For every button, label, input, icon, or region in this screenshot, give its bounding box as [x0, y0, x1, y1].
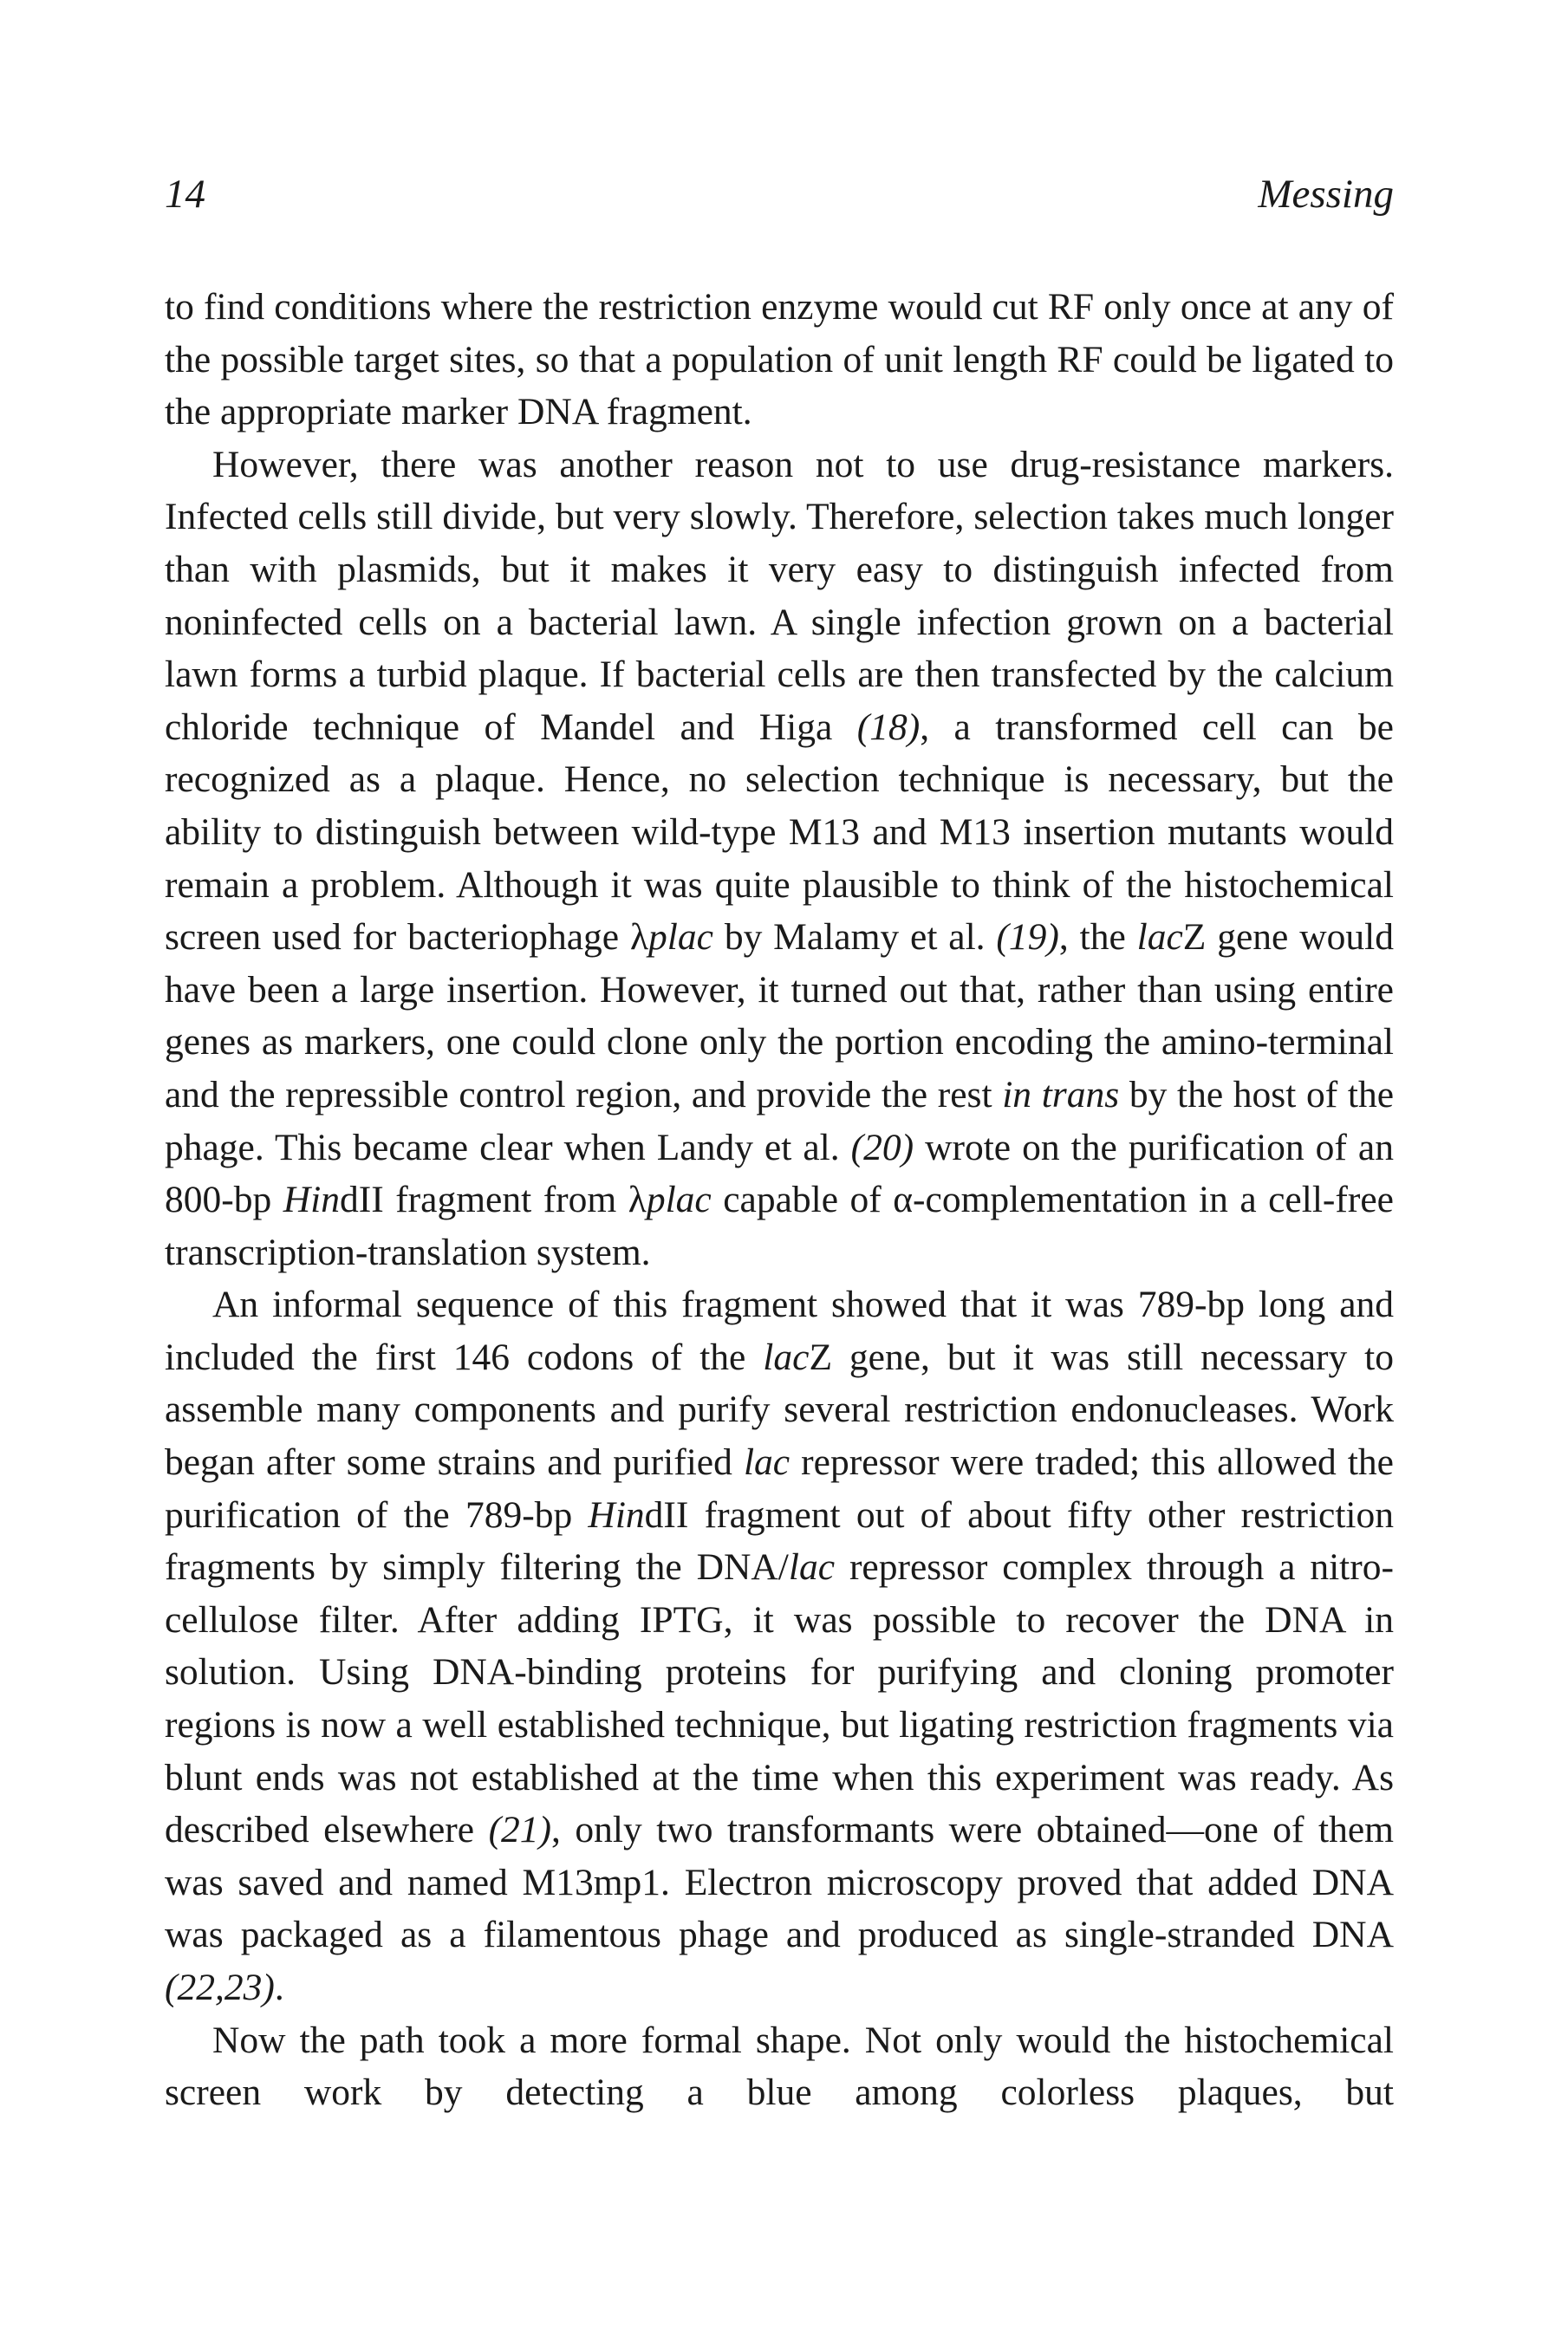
text-segment: , a transformed cell can be recognized as a plaque. Hence, no selection technique is necessary, but the ability to distinguish between wild-type M13 and M13 insertion mutants would remain a problem. Although it was quite plausible to think of the histochemical screen used for bacteriophage λ: [165, 706, 1394, 959]
text-segment: An informal sequence of this fragment showed that it was 789-bp long and included the first 146 codons of the: [165, 1284, 1394, 1378]
italic-text-segment: (18): [856, 706, 921, 748]
italic-text-segment: lac: [788, 1546, 836, 1589]
paragraph: [165, 281, 1394, 439]
italic-text-segment: (22,23): [165, 1967, 275, 2008]
paragraph: [165, 439, 1394, 1279]
italic-text-segment: lac: [763, 1336, 810, 1378]
text-segment: dII fragment from λ: [339, 1179, 647, 1221]
text-segment: Now the path took a more formal shape. Not only would the histochemical screen work by detecting a blue among colorless plaques, but: [165, 2019, 1394, 2114]
text-segment: capable of α-complementation in a cell-free transcription-translation system.: [165, 1179, 1394, 1273]
text-segment: by the host of the phage. This became clear when Landy et al.: [165, 1073, 1395, 1168]
text-segment: wrote on the purification of an 800-bp: [165, 1126, 1394, 1221]
italic-text-segment: in trans: [1002, 1073, 1120, 1115]
running-title: Messing: [1258, 172, 1394, 217]
italic-text-segment: plac: [646, 1179, 712, 1221]
italic-text-segment: (21): [488, 1809, 552, 1851]
italic-text-segment: (20): [850, 1126, 914, 1168]
text-segment: .: [274, 1967, 284, 2008]
text-segment: Z gene, but it was still necessary to assemble many components and purify several restriction endonucleases. Work began after some strains and purified: [165, 1336, 1394, 1484]
text-segment: Z gene would have been a large insertion. However, it turned out that, rather than using entire genes as markers, one could clone only the portion encoding the amino-terminal and the repressible control region, and provide the rest: [165, 916, 1394, 1115]
italic-text-segment: (19): [996, 916, 1059, 959]
text-segment: , only two transformants were obtained—one of them was saved and named M13mp1. Electron microscopy proved that added DNA was packaged as a filamentous phage and produced as single-stranded DNA: [165, 1809, 1394, 1956]
page-number: 14: [165, 172, 205, 217]
italic-text-segment: plac: [648, 916, 713, 959]
running-head: [165, 170, 1394, 218]
text-segment: repressor were traded; this allowed the purification of the 789-bp: [165, 1441, 1394, 1536]
body-text: [165, 281, 1394, 2119]
italic-text-segment: lac: [1136, 916, 1183, 959]
paragraph: [165, 1278, 1394, 2013]
paragraph: [165, 2014, 1394, 2119]
italic-text-segment: lac: [743, 1441, 791, 1484]
text-segment: , the: [1058, 916, 1137, 959]
italic-text-segment: Hin: [283, 1179, 340, 1221]
text-segment: to find conditions where the restriction enzyme would cut RF only once at any of the possible target sites, so that a population of unit length RF could be ligated to the appropriate marker DNA fragment.: [165, 286, 1394, 433]
italic-text-segment: Hin: [588, 1493, 645, 1536]
text-segment: dII fragment out of about fifty other restriction fragments by simply filtering the DNA/: [165, 1493, 1395, 1589]
text-segment: repressor complex through a nitrocellulose filter. After adding IPTG, it was possible to recover the DNA in solution. Using DNA-binding proteins for purifying and cloning promoter regions is now a well established technique, but ligating restriction fragments via blunt ends was not established at the time when this experiment was ready. As described elsewhere: [165, 1546, 1394, 1851]
text-segment: However, there was another reason not to use drug-resistance markers. Infected cells still divide, but very slowly. Therefore, selection takes much longer than with plasmids, but it makes it very easy to distinguish infected from noninfected cells on a bacterial lawn. A single infection grown on a bacterial lawn forms a turbid plaque. If bacterial cells are then transfected by the calcium chloride technique of Mandel and Higa: [165, 443, 1394, 748]
book-page: [165, 170, 1394, 2119]
text-segment: by Malamy et al.: [712, 916, 997, 959]
